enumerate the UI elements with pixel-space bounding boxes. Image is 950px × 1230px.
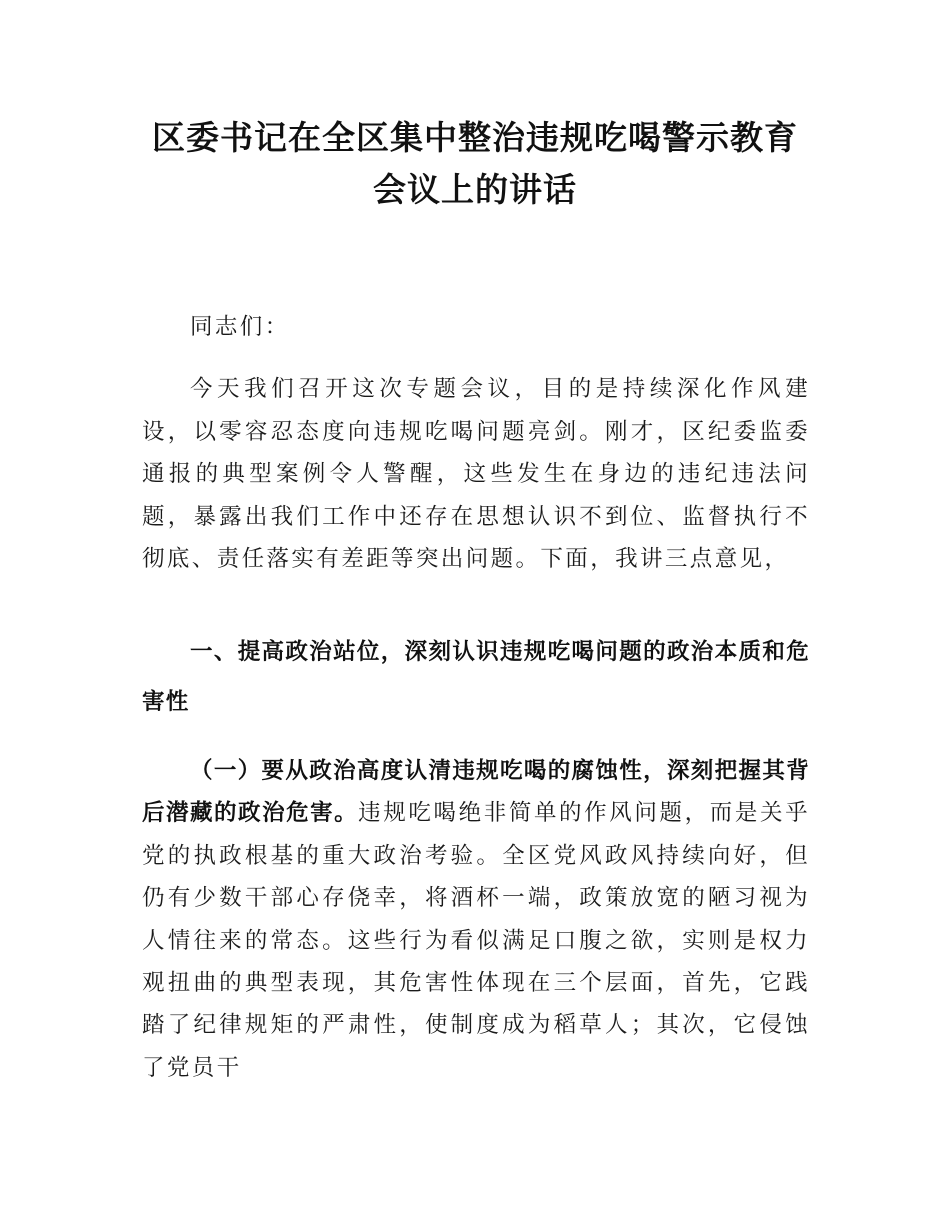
intro-paragraph: 今天我们召开这次专题会议，目的是持续深化作风建设，以零容忍态度向违规吃喝问题亮剑。刚才，区纪委监委通报的典型案例令人警醒，这些发生在身边的违纪违法问题，暴露出我们工作中还存在思想认识不到位、监督执行不彻底、责任落实有差距等突出问题。下面，我讲三点意见， — [142, 376, 810, 573]
subsection-1-body: 违规吃喝绝非简单的作风问题，而是关乎党的执政根基的重大政治考验。全区党风政风持续向好，但仍有少数干部心存侥幸，将酒杯一端，政策放宽的陋习视为人情往来的常态。这些行为看似满足口腹之欲，实则是权力观扭曲的典型表现，其危害性体现在三个层面，首先，它践踏了纪律规矩的严肃性，使制度成为稻草人；其次，它侵蚀了党员干 — [142, 800, 810, 1081]
subsection-1-paragraph — [142, 750, 810, 1089]
greeting: 同志们： — [190, 314, 290, 340]
title-line-2: 会议上的讲话 — [373, 170, 577, 209]
subsection-1-lead: （一）要从政治高度认清违规吃喝的腐蚀性，深刻把握其背后潜藏的政治危害。 — [142, 758, 810, 827]
document-title — [120, 112, 830, 216]
section-1-heading: 一、提高政治站位，深刻认识违规吃喝问题的政治本质和危害性 — [142, 639, 810, 715]
title-line-1: 区委书记在全区集中整治违规吃喝警示教育 — [152, 118, 798, 157]
